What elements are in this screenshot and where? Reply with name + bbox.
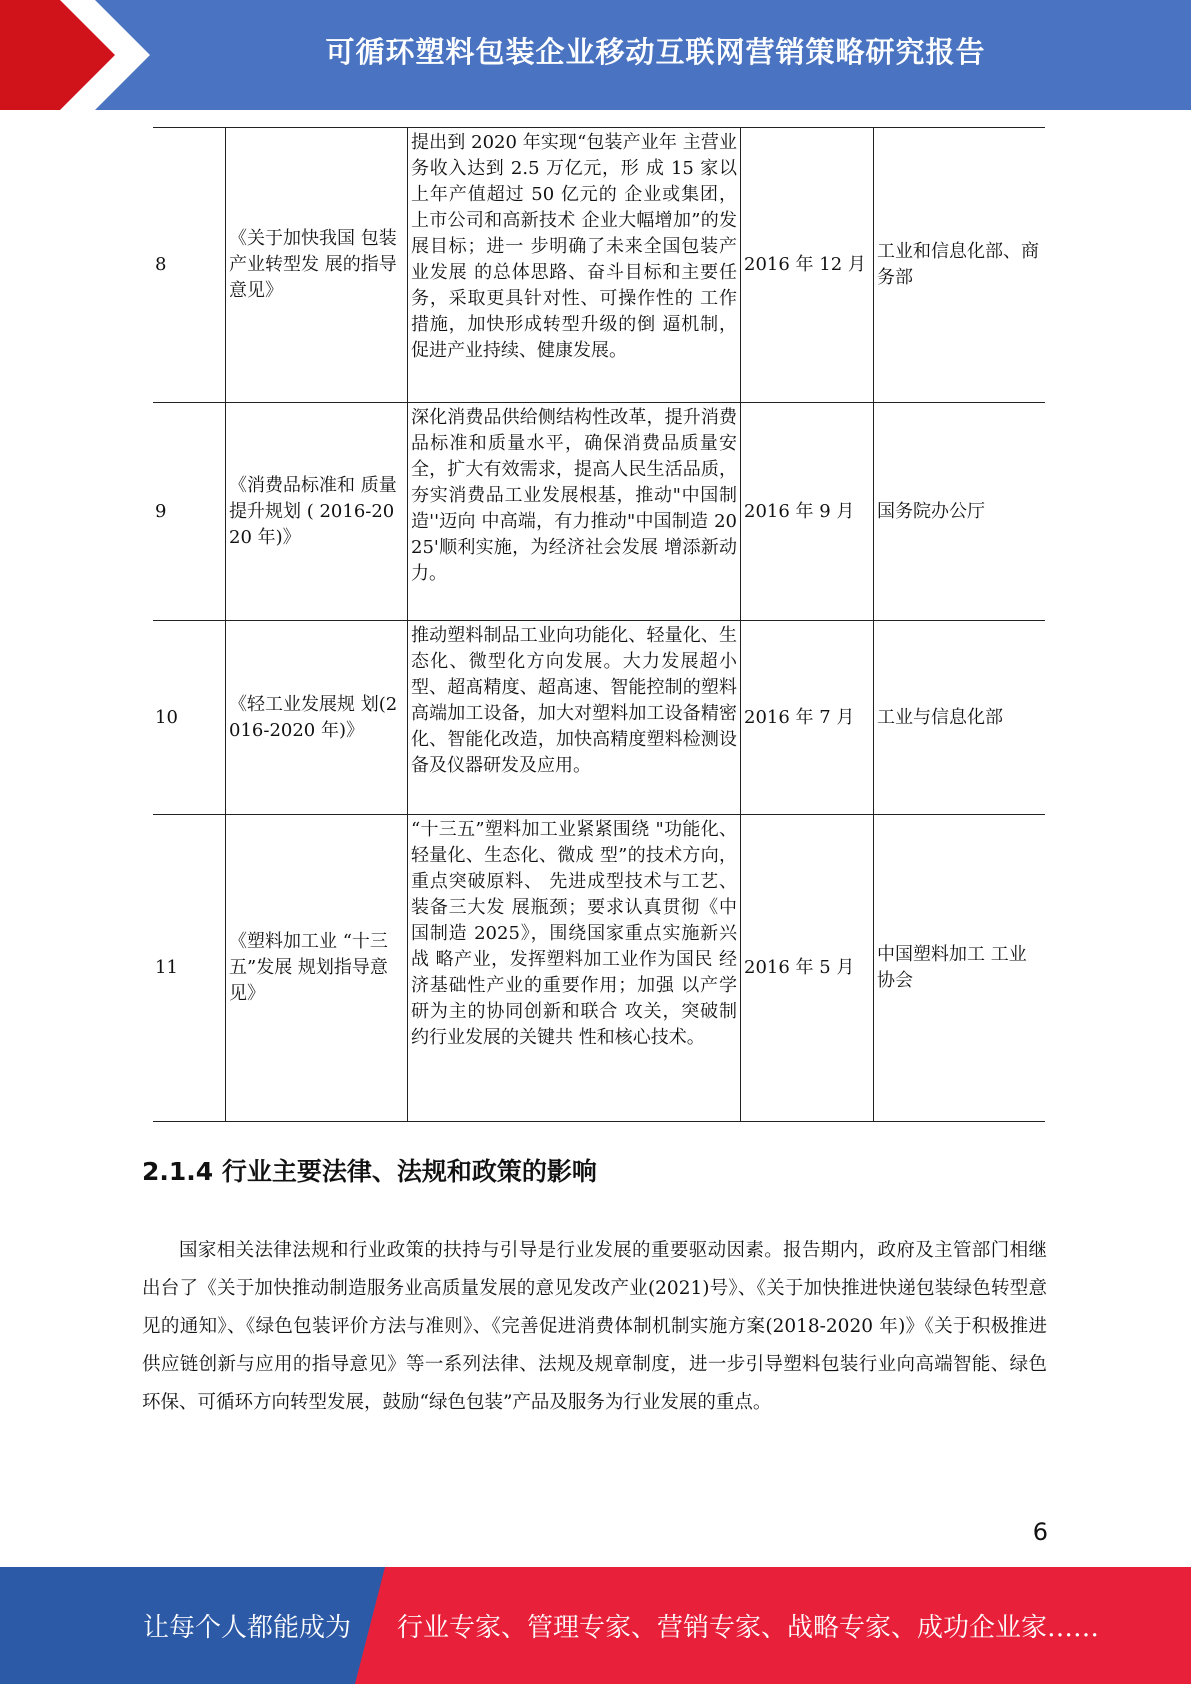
policy-description: 提出到 2020 年实现“包装产业年 主营业务收入达到 2.5 万亿元，形 成 15 家以上年产值超过 50 亿元的 企业或集团，上市公司和高新技术 企业大幅增加”的发展目标；进一 步明确了未来全国包装产业发展 的总体思路、奋斗目标和主要任 务，采取更具针对性、可操作性的 工作措施，加快形成转型升级的倒 逼机制，促进产业持续、健康发展。 (408, 128, 741, 403)
policy-name: 《消费品标准和 质量提升规划 ( 2016-2020 年)》 (226, 403, 408, 621)
header-arrow-icon (0, 0, 150, 110)
issuing-department: 国务院办公厅 (874, 403, 1046, 621)
issue-date: 2016 年 7 月 (741, 621, 874, 815)
page-number: 6 (1032, 1518, 1048, 1546)
section-heading: 2.1.4 行业主要法律、法规和政策的影响 (142, 1157, 597, 1186)
row-number: 10 (153, 621, 226, 815)
issue-date: 2016 年 5 月 (741, 815, 874, 1122)
policy-description: “十三五”塑料加工业紧紧围绕 "功能化、轻量化、生态化、微成 型”的技术方向，重点突破原料、 先进成型技术与工艺、装备三大发 展瓶颈；要求认真贯彻《中国制造 2025》，围绕国家重点实施新兴战 略产业，发挥塑料加工业作为国民 经济基础性产业的重要作用；加强 以产学研为主的协同创新和联合 攻关，突破制约行业发展的关键共 性和核心技术。 (408, 815, 741, 1122)
table-row (153, 621, 1045, 815)
footer-slogan-right: 行业专家、管理专家、营销专家、战略专家、成功企业家…… (397, 1613, 1100, 1643)
policy-name: 《轻工业发展规 划(2016-2020 年)》 (226, 621, 408, 815)
page-footer (0, 1567, 1191, 1684)
table-row (153, 403, 1045, 621)
policy-name: 《关于加快我国 包装产业转型发 展的指导意见》 (226, 128, 408, 403)
policy-description: 深化消费品供给侧结构性改革，提升消费品标准和质量水平，确保消费品质量安全，扩大有效需求，提高人民生活品质，夯实消费品工业发展根基，推动"中国制造''迈向 中高端，有力推动"中国制造 2025'顺利实施，为经济社会发展 增添新动力。 (408, 403, 741, 621)
row-number: 11 (153, 815, 226, 1122)
issuing-department: 工业与信息化部 (874, 621, 1046, 815)
section-paragraph: 国家相关法律法规和行业政策的扶持与引导是行业发展的重要驱动因素。报告期内，政府及主管部门相继出台了《关于加快推动制造服务业高质量发展的意见发改产业(2021)号》、《关于加快推进快递包装绿色转型意见的通知》、《绿色包装评价方法与准则》、《完善促进消费体制机制实施方案(2018-2020 年)》《关于积极推进供应链创新与应用的指导意见》等一系列法律、法规及规章制度，进一步引导塑料包装行业向高端智能、绿色环保、可循环方向转型发展，鼓励“绿色包装”产品及服务为行业发展的重点。 (142, 1240, 1047, 1413)
row-number: 9 (153, 403, 226, 621)
issue-date: 2016 年 12 月 (741, 128, 874, 403)
table-row (153, 128, 1045, 403)
policy-description: 推动塑料制品工业向功能化、轻量化、生态化、微型化方向发展。大力发展超小型、超髙精度、超髙速、智能控制的塑料高端加工设备，加大对塑料加工设备精密化、智能化改造，加快高精度塑料检测设备及仪器研发及应用。 (408, 621, 741, 815)
issuing-department: 中国塑料加工 工业协会 (874, 815, 1046, 1122)
footer-slogan-left: 让每个人都能成为 (143, 1613, 352, 1643)
row-number: 8 (153, 128, 226, 403)
policy-table (153, 127, 1045, 1122)
report-title: 可循环塑料包装企业移动互联网营销策略研究报告 (325, 34, 986, 69)
table-row (153, 815, 1045, 1122)
issue-date: 2016 年 9 月 (741, 403, 874, 621)
issuing-department: 工业和信息化部、商务部 (874, 128, 1046, 403)
report-header (0, 0, 1191, 110)
policy-name: 《塑料加工业 “十三五”发展 规划指导意见》 (226, 815, 408, 1122)
